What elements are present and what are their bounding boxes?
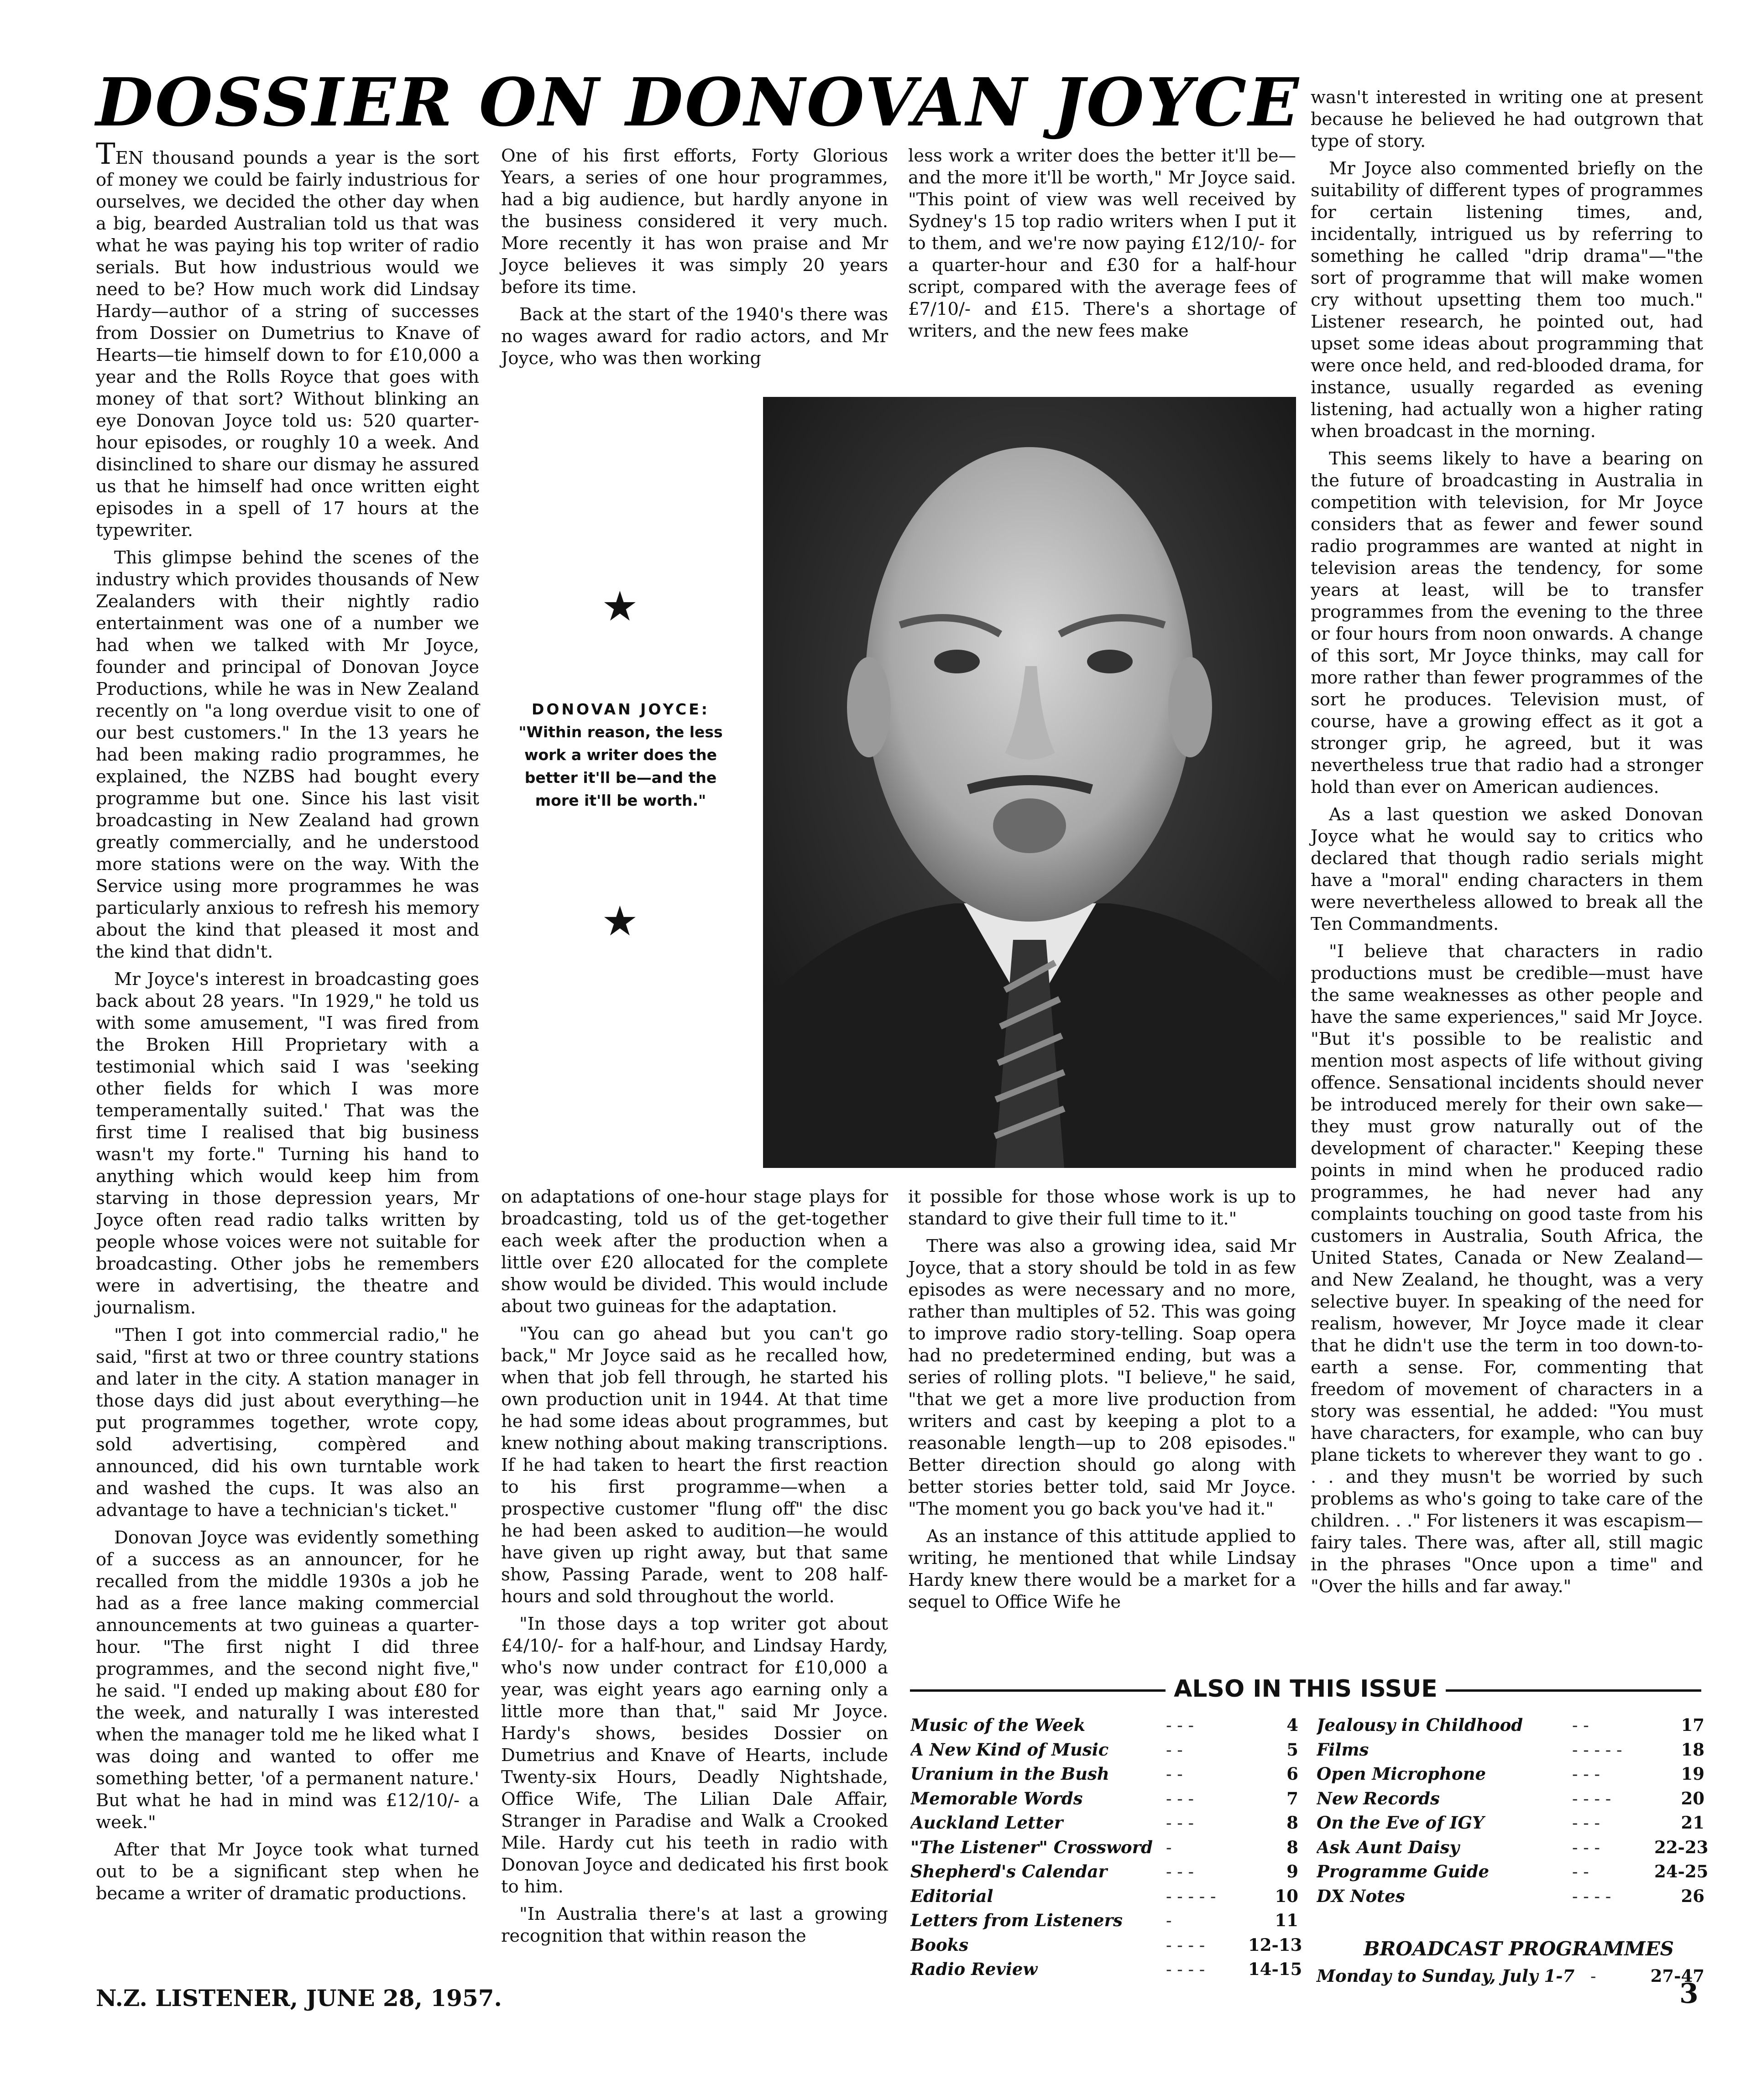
entry-leader: - - - - - [1166, 1886, 1216, 1906]
entry-leader: - - - [1166, 1862, 1194, 1881]
contents-entry[interactable] [910, 1884, 1298, 1909]
entry-leader: - - - - [1572, 1886, 1611, 1906]
entry-page: 24-25 [1654, 1861, 1709, 1881]
contents-entry[interactable] [910, 1908, 1298, 1933]
entry-leader: - - - [1166, 1715, 1194, 1735]
entry-leader: - - - [1166, 1788, 1194, 1808]
contents-entry[interactable] [910, 1738, 1298, 1762]
entry-title: Music of the Week [910, 1715, 1086, 1735]
paragraph: "Then I got into commercial radio," he said, "first at two or three country stations and later in the city. A station manager in those days did just about everything—he put programmes together, wrote copy, sold advertising, compèred and announced, did his own turntable work and washed the cups. It was also an advantage to have a technician's ticket." [96, 1325, 479, 1521]
entry-page: 4 [1286, 1715, 1298, 1735]
entry-leader: - - [1166, 1740, 1183, 1760]
entry-page: 8 [1286, 1837, 1298, 1857]
caption-title: DONOVAN JOYCE: [531, 700, 710, 718]
entry-page: 10 [1275, 1886, 1298, 1906]
entry-page: 18 [1681, 1739, 1704, 1760]
star-ornament: ★ [601, 583, 638, 631]
entry-page: 26 [1681, 1886, 1704, 1906]
paragraph: "In Australia there's at last a growing recognition that within reason the [501, 1904, 888, 1946]
entry-title: Films [1317, 1739, 1369, 1760]
contents-entry[interactable] [1317, 1860, 1709, 1884]
paragraph: There was also a growing idea, said Mr Joyce, that a story should be told in as few episodes as were necessary and no more, rather than multiples of 52. This was going to improve radio story-telling. Soap opera had no predetermined ending, but was a series of rolling plots. "I believe," he said, "that we get a more live production from writers and cast by keeping a plot to a reasonable length—up to 208 episodes." Better direction should go along with better stories better told, said Mr Joyce. "The moment you go back you've had it." [908, 1236, 1296, 1519]
entry-title: A New Kind of Music [910, 1739, 1109, 1760]
entry-title: Uranium in the Bush [910, 1764, 1109, 1784]
entry-leader: - [1166, 1911, 1172, 1930]
portrait-photo [763, 397, 1296, 1168]
entry-title: Editorial [910, 1886, 993, 1906]
photo-caption [502, 698, 739, 812]
entry-leader: - [1166, 1837, 1172, 1857]
drop-cap-letter: T [96, 137, 115, 171]
contents-entry[interactable] [910, 1933, 1302, 1958]
article-column-4 [1311, 87, 1703, 1603]
entry-page: 14-15 [1248, 1959, 1302, 1979]
headline: DOSSIER ON DONOVAN JOYCE [96, 64, 1301, 141]
paragraph-text: EN thousand pounds a year is the sort of money we could be fairly industrious for ourselves, we decided the other day when a big, bearded Australian told us that was what he was paying his top writer of radio serials. But how industrious would we need to be? How much work did Lindsay Hardy—author of a string of successes from Dossier on Dumetrius to Knave of Hearts—tie himself down to for £10,000 a year and the Rolls Royce that goes with money of that sort? Without blinking an eye Donovan Joyce told us: 520 quarter-hour episodes, or roughly 10 a week. And disinclined to share our dismay he assured us that he himself had once written eight episodes in a spell of 17 hours at the typewriter. [96, 148, 479, 541]
entry-leader: - - [1572, 1715, 1589, 1735]
paragraph: As a last question we asked Donovan Joyce what he would say to critics who declared that though radio serials might have a "moral" ending characters in them were nevertheless allowed to break all the Ten Commandments. [1311, 804, 1703, 934]
entry-page: 11 [1275, 1910, 1298, 1930]
paragraph: Mr Joyce also commented briefly on the suitability of different types of programmes for certain listening times, and, incidentally, intrigued us by referring to something he called "drip drama"—"the sort of programme that will make women cry without upsetting them too much." Listener research, he pointed out, had upset some ideas about programming that were once held, and red-blooded drama, for instance, usually regarded as evening listening, had actually won a higher rating when broadcast in the morning. [1311, 158, 1703, 442]
entry-title: New Records [1317, 1788, 1440, 1808]
entry-title: Letters from Listeners [910, 1910, 1123, 1930]
entry-title: Open Microphone [1317, 1764, 1486, 1784]
entry-title: Ask Aunt Daisy [1317, 1837, 1459, 1857]
paragraph: After that Mr Joyce took what turned out to be a significant step when he became a writer of dramatic productions. [96, 1839, 479, 1904]
entry-title: On the Eve of IGY [1317, 1813, 1485, 1833]
entry-leader: - - - [1572, 1837, 1600, 1857]
entry-page: 21 [1681, 1813, 1704, 1833]
caption-quote: "Within reason, the less work a writer does the better it'll be—and the more it'll be worth." [518, 723, 723, 809]
paragraph: Back at the start of the 1940's there was no wages award for radio actors, and Mr Joyce, who was then working [501, 304, 888, 369]
entry-page: 7 [1286, 1788, 1298, 1808]
entry-page: 20 [1681, 1788, 1704, 1808]
also-heading-text: ALSO IN THIS ISSUE [1174, 1675, 1438, 1703]
entry-title: Radio Review [910, 1959, 1038, 1979]
entry-title: Jealousy in Childhood [1317, 1715, 1523, 1735]
contents-entry[interactable] [910, 1762, 1298, 1787]
entry-page: 17 [1681, 1715, 1704, 1735]
contents-list-right [1317, 1713, 1709, 1908]
entry-page: 8 [1286, 1813, 1298, 1833]
paragraph: "You can go ahead but you can't go back," Mr Joyce said as he recalled how, when that job fell through, he started his own production unit in 1944. At that time he had some ideas about programmes, but knew nothing about making transcriptions. If he had taken to heart the first reaction to his first programme—when a prospective customer "flung off" the disc he had been asked to audition—he would have given up right away, but that same show, Passing Parade, went to 208 half-hours and sold throughout the world. [501, 1324, 888, 1607]
contents-entry[interactable] [1317, 1884, 1704, 1909]
paragraph: wasn't interested in writing one at present because he believed he had outgrown that type of story. [1311, 87, 1703, 151]
entry-title: Auckland Letter [910, 1813, 1063, 1833]
article-column-3-top [908, 145, 1296, 348]
contents-entry[interactable] [1317, 1738, 1704, 1762]
entry-leader: - - - [1572, 1764, 1600, 1784]
article-column-1 [96, 137, 479, 1910]
article-column-2-bottom [501, 1186, 888, 1953]
contents-entry[interactable] [1317, 1835, 1709, 1860]
contents-entry[interactable] [910, 1835, 1298, 1860]
entry-leader: - - - - [1166, 1935, 1205, 1955]
entry-page: 5 [1286, 1739, 1298, 1760]
entry-page: 9 [1286, 1861, 1298, 1881]
heading-rule-left [910, 1689, 1166, 1692]
contents-entry[interactable] [910, 1787, 1298, 1811]
entry-title: "The Listener" Crossword [910, 1837, 1153, 1857]
entry-page: 12-13 [1248, 1934, 1302, 1955]
entry-leader: - - [1572, 1862, 1589, 1881]
contents-entry[interactable] [910, 1957, 1302, 1982]
entry-page: 6 [1286, 1764, 1298, 1784]
contents-entry[interactable] [910, 1713, 1298, 1738]
paragraph: less work a writer does the better it'll be—and the more it'll be worth," Mr Joyce said. "This point of view was well received by Sydney's 15 top radio writers when I put it to them, and we're now paying £12/10/- for a quarter-hour and £30 for a half-hour script, compared with the average fees of £7/10/- and £15. There's a shortage of writers, and the new fees make [908, 146, 1296, 341]
entry-leader: - - - - [1572, 1788, 1611, 1808]
contents-entry[interactable] [910, 1811, 1298, 1835]
portrait-illustration [763, 397, 1296, 1168]
entry-page: 27-47 [1650, 1966, 1704, 1986]
article-column-2-top [501, 145, 888, 375]
paragraph: on adaptations of one-hour stage plays for broadcasting, told us of the get-together each week after the production when a little over £20 allocated for the complete show would be divided. This would include about two guineas for the adaptation. [501, 1187, 888, 1317]
entry-leader: - - [1166, 1764, 1183, 1784]
entry-page: 22-23 [1654, 1837, 1709, 1857]
entry-title: Shepherd's Calendar [910, 1861, 1108, 1881]
paragraph: As an instance of this attitude applied to writing, he mentioned that while Lindsay Hardy knew there would be a market for a sequel to Office Wife he [908, 1526, 1296, 1612]
contents-entry[interactable] [910, 1860, 1298, 1884]
page-number: 3 [1679, 1978, 1699, 2010]
entry-leader: - [1590, 1966, 1596, 1986]
article-column-3-bottom [908, 1186, 1296, 1619]
paragraph: it possible for those whose work is up to standard to give their full time to it." [908, 1187, 1296, 1229]
broadcast-programmes-heading: BROADCAST PROGRAMMES [1364, 1938, 1674, 1960]
paragraph [96, 137, 479, 542]
entry-leader: - - - [1572, 1813, 1600, 1833]
contents-entry[interactable] [1317, 1713, 1704, 1738]
entry-title: Programme Guide [1317, 1861, 1490, 1881]
broadcast-programmes-entry[interactable] [1317, 1964, 1704, 1989]
paragraph: One of his first efforts, Forty Glorious Years, a series of one hour programmes, had a big audience, but hardly anyone in the business considered it very much. More recently it has won praise and Mr Joyce believes it was simply 20 years before its time. [501, 146, 888, 297]
paragraph: Donovan Joyce was evidently something of a success as an announcer, for he recalled from the middle 1930s a job he had as a free lance making commercial announcements at two guineas a quarter-hour. "The first night I did three programmes, and the second night five," he said. "I ended up making about £80 for the week, and naturally I was interested when the manager told me he liked what I was doing and wanted to offer me something better, 'of a permanent nature.' But what he had in mind was £12/10/- a week." [96, 1527, 479, 1833]
entry-leader: - - - - [1166, 1959, 1205, 1979]
contents-entry[interactable] [1317, 1811, 1704, 1835]
entry-leader: - - - - - [1572, 1740, 1622, 1760]
contents-entry[interactable] [1317, 1762, 1704, 1787]
entry-title: Memorable Words [910, 1788, 1083, 1808]
star-ornament: ★ [601, 897, 638, 945]
entry-page: 19 [1681, 1764, 1704, 1784]
entry-title: DX Notes [1317, 1886, 1405, 1906]
entry-title: Books [910, 1934, 969, 1955]
paragraph: This seems likely to have a bearing on the future of broadcasting in Australia in competition with television, for Mr Joyce considers that as fewer and fewer sound radio programmes are wanted at night in television areas the tendency, for some years at least, will be to transfer programmes from the evening to the three or four hours from noon onwards. A change of this sort, Mr Joyce thinks, may call for more rather than fewer programmes of the sort he produces. Television must, of course, have a growing effect as it got a stronger grip, he agreed, but it was nevertheless true that radio had a stronger hold than ever on American audiences. [1311, 448, 1703, 797]
also-in-this-issue-heading [908, 1675, 1703, 1703]
entry-leader: - - - [1166, 1813, 1194, 1833]
issue-footer: N.Z. LISTENER, JUNE 28, 1957. [96, 1985, 502, 2011]
paragraph: Mr Joyce's interest in broadcasting goes back about 28 years. "In 1929," he told us with some amusement, "I was fired from the Broken Hill Proprietary with a testimonial which said I was 'seeking other fields for which I was more temperamentally suited.' That was the first time I realised that big business wasn't my forte." Turning his hand to anything which would keep him from starving in those depression years, Mr Joyce often read radio talks written by people whose voices were not suitable for broadcasting. Other jobs he remembers were in advertising, the theatre and journalism. [96, 969, 479, 1318]
entry-title: Monday to Sunday, July 1-7 [1317, 1966, 1575, 1986]
contents-list-left [910, 1713, 1302, 1982]
heading-rule-right [1446, 1689, 1701, 1692]
contents-entry [1317, 1964, 1704, 1989]
contents-entry[interactable] [1317, 1787, 1704, 1811]
paragraph: "In those days a top writer got about £4/10/- for a half-hour, and Lindsay Hardy, who's now under contract for £10,000 a year, was eight years ago earning only a little more than that," said Mr Joyce. Hardy's shows, besides Dossier on Dumetrius and Knave of Hearts, include Twenty-six Hours, Deadly Nightshade, Office Wife, The Lilian Dale Affair, Stranger in Paradise and Walk a Crooked Mile. Hardy cut his teeth in radio with Donovan Joyce and dedicated his first book to him. [501, 1614, 888, 1897]
paragraph: This glimpse behind the scenes of the industry which provides thousands of New Zealanders with their nightly radio entertainment was one of a number we had when we talked with Mr Joyce, founder and principal of Donovan Joyce Productions, while he was in New Zealand recently on "a long overdue visit to one of our best customers." In the 13 years he had been making radio programmes, he explained, the NZBS had bought every programme but one. Since his last visit broadcasting in New Zealand had grown greatly commercially, and he understood more stations were on the way. With the Service using more programmes he was particularly anxious to refresh his memory about the kind that pleased it most and the kind that didn't. [96, 547, 479, 962]
paragraph: "I believe that characters in radio productions must be credible—must have the same weaknesses as other people and have the same experiences," said Mr Joyce. "But it's possible to be realistic and mention most aspects of life without giving offence. Sensational incidents should never be introduced merely for their own sake—they must grow naturally out of the development of character." Keeping these points in mind when he produced radio programmes, he had never had any complaints touching on good taste from his customers in Australia, South Africa, the United States, Canada or New Zealand—and New Zealand, he thought, was a very selective buyer. In speaking of the need for realism, however, Mr Joyce made it clear that he didn't use the term in too down-to-earth a sense. For, commenting that freedom of movement of characters in a story was essential, he added: "You must have characters, for example, who can buy plane tickets to wherever they want to go . . . and they musn't be worried by such problems as who's going to take care of the children. . ." For listeners it was escapism—fairy tales. There was, after all, still magic in the phrases "Once upon a time" and "Over the hills and far away." [1311, 941, 1703, 1597]
